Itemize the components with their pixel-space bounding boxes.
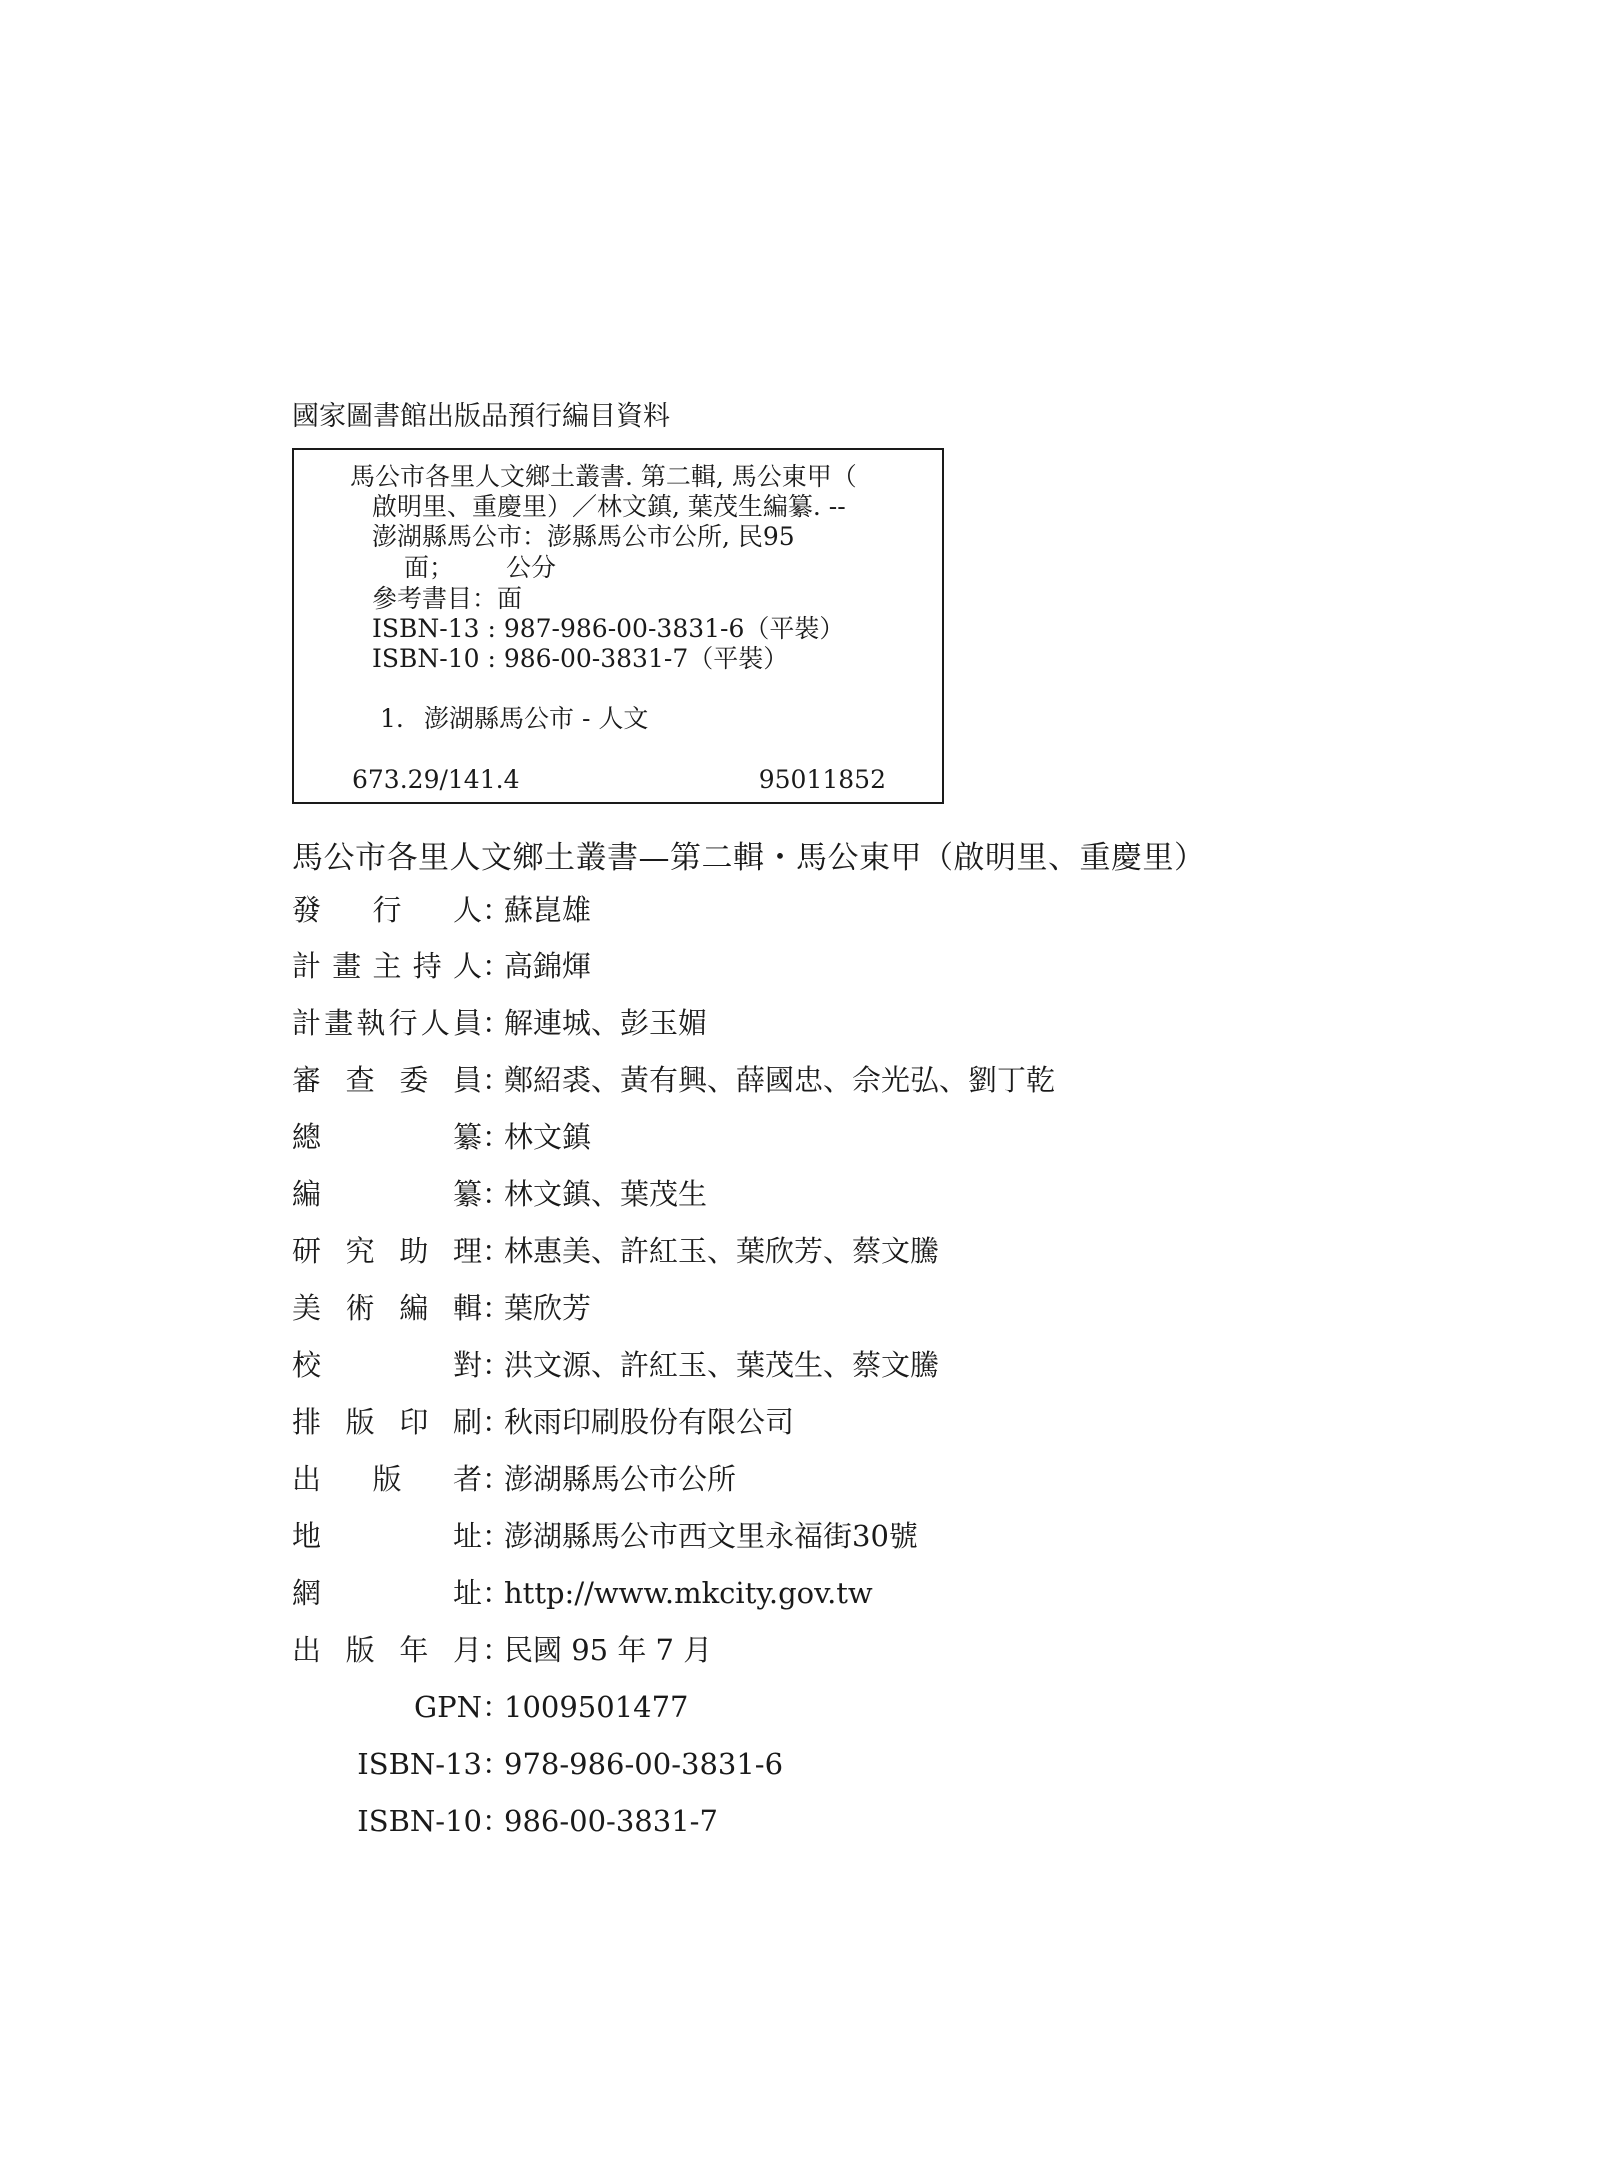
credit-colon: ： [482,1519,512,1553]
credit-row [292,1117,591,1157]
credit-value: 澎湖縣馬公市西文里永福街30號 [504,1519,918,1553]
credit-colon: ： [482,1576,512,1610]
isbn13-row [292,1744,783,1784]
cip-isbn10-line: ISBN-10 : 986-00-3831-7（平裝） [372,644,789,673]
credit-label: 出版年月 [292,1633,482,1667]
cip-title-line-2: 啟明里、重慶里）／林文鎮, 葉茂生編纂. -- [372,492,846,521]
credit-colon: ： [482,1063,512,1097]
credit-label: 計畫主持人 [292,949,482,983]
credit-value: 民國 95 年 7 月 [504,1633,713,1667]
credit-value: 高錦煇 [504,949,592,983]
isbn13-value: 978-986-00-3831-6 [504,1747,784,1781]
credit-row [292,1459,736,1499]
cip-publication-line: 澎湖縣馬公市：澎縣馬公市公所, 民95 [372,522,795,551]
credit-colon: ： [482,1291,512,1325]
credit-colon: ： [482,1120,512,1154]
credit-colon: ： [482,1633,512,1667]
credit-row [292,1174,707,1214]
credit-row [292,946,591,986]
credit-row [292,1402,794,1442]
credit-value: 解連城、彭玉媚 [504,1006,708,1040]
credit-label: 校對 [292,1348,482,1382]
credit-row [292,1288,591,1328]
credit-row [292,1060,1055,1100]
cip-subject-line [380,704,648,734]
credit-value: 葉欣芳 [504,1291,592,1325]
credit-value: 澎湖縣馬公市公所 [504,1462,737,1496]
credit-label: 地址 [292,1519,482,1553]
credit-label: 總纂 [292,1120,482,1154]
gpn-value: 1009501477 [504,1690,689,1724]
credit-label: 排版印刷 [292,1405,482,1439]
credit-label: 審查委員 [292,1063,482,1097]
credit-value: 秋雨印刷股份有限公司 [504,1405,795,1439]
credit-row [292,890,591,930]
isbn10-value: 986-00-3831-7 [504,1804,718,1838]
cip-subject: 澎湖縣馬公市 - 人文 [424,704,649,733]
credit-value: 林文鎮 [504,1120,592,1154]
credit-label: 研究助理 [292,1234,482,1268]
credit-row [292,1516,918,1556]
cip-record-box [292,448,944,804]
credit-label: 計畫執行人員 [292,1006,482,1040]
gpn-label: GPN [413,1690,482,1724]
credit-label: 發行人 [292,893,482,927]
credit-colon: ： [482,949,512,983]
isbn13-label: ISBN-13 [357,1747,482,1781]
credit-value: 林惠美、許紅玉、葉欣芳、蔡文騰 [504,1234,940,1268]
cip-card-number: 95011852 [758,765,886,794]
credit-row [292,1345,939,1385]
cip-isbn13-line: ISBN-13 : 987-986-00-3831-6（平裝） [372,614,845,643]
credit-value: 林文鎮、葉茂生 [504,1177,708,1211]
cip-pages-label: 面； [404,553,455,582]
credit-value: 洪文源、許紅玉、葉茂生、蔡文騰 [504,1348,940,1382]
credit-colon: ： [482,1747,512,1781]
cip-class-number: 673.29/141.4 [352,765,520,794]
credit-colon: ： [482,1690,512,1724]
credit-colon: ： [482,1804,512,1838]
credit-colon: ： [482,1006,512,1040]
credit-row [292,1231,939,1271]
isbn10-row [292,1801,718,1841]
credit-value: 蘇崑雄 [504,893,592,927]
credit-value: 鄭紹裘、黃有興、薛國忠、佘光弘、劉丁乾 [504,1063,1056,1097]
cip-bibliography-line: 參考書目：面 [372,584,523,613]
isbn10-label: ISBN-10 [357,1804,482,1838]
credit-label: 美術編輯 [292,1291,482,1325]
cip-heading: 國家圖書館出版品預行編目資料 [292,401,670,432]
credit-colon: ： [482,1348,512,1382]
cip-physical-line [404,553,556,583]
credit-row [292,1003,707,1043]
credit-label: 編纂 [292,1177,482,1211]
cip-size-label: 公分 [506,553,557,582]
credit-label: 出版者 [292,1462,482,1496]
credit-colon: ： [482,1177,512,1211]
credit-colon: ： [482,893,512,927]
cip-subject-number: 1. [380,704,404,733]
gpn-row [292,1687,689,1727]
credit-value: http://www.mkcity.gov.tw [504,1576,873,1610]
credit-colon: ： [482,1405,512,1439]
credit-row [292,1573,873,1613]
credit-label: 網址 [292,1576,482,1610]
credit-colon: ： [482,1462,512,1496]
series-title: 馬公市各里人文鄉土叢書—第二輯・馬公東甲（啟明里、重慶里） [292,840,1206,876]
credit-colon: ： [482,1234,512,1268]
cip-title-line-1: 馬公市各里人文鄉土叢書. 第二輯, 馬公東甲（ [350,462,857,491]
credit-row [292,1630,712,1670]
